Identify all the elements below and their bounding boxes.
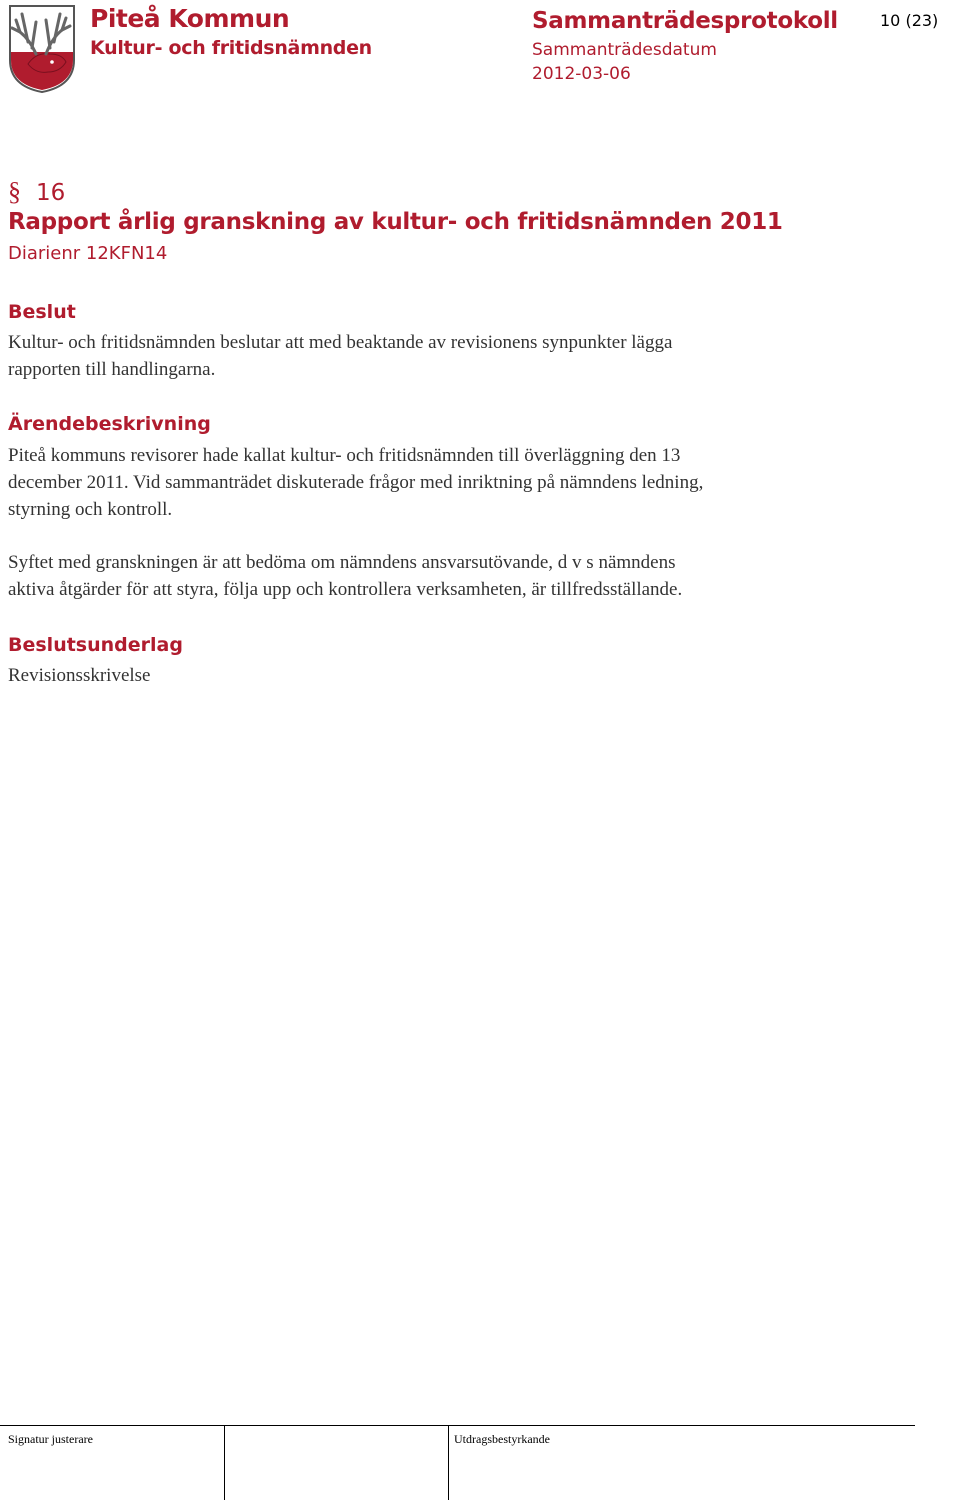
syfte-line: aktiva åtgärder för att styra, följa upp och kontrollera verksamheten, är tillfredsställande. bbox=[8, 579, 683, 600]
section-number: 16 bbox=[36, 180, 66, 206]
footer-divider bbox=[0, 1425, 915, 1426]
arende-line: styrning och kontroll. bbox=[8, 499, 173, 520]
committee-name: Kultur- och fritidsnämnden bbox=[90, 37, 372, 59]
org-name: Piteå Kommun bbox=[90, 4, 290, 33]
arende-paragraph bbox=[8, 442, 908, 523]
utdragsbestyrkande-label: Utdragsbestyrkande bbox=[454, 1432, 550, 1446]
arende-heading: Ärendebeskrivning bbox=[8, 413, 211, 435]
meeting-date: 2012-03-06 bbox=[532, 64, 631, 84]
section-symbol: § bbox=[8, 177, 21, 206]
signatur-justerare-label: Signatur justerare bbox=[8, 1432, 93, 1446]
underlag-item: Revisionsskrivelse bbox=[8, 665, 151, 686]
beslut-heading: Beslut bbox=[8, 301, 76, 323]
meeting-date-label: Sammanträdesdatum bbox=[532, 40, 717, 60]
underlag-text bbox=[8, 662, 908, 689]
arende-line: december 2011. Vid sammanträdet diskuterade frågor med inriktning på nämndens ledning, bbox=[8, 472, 704, 493]
beslut-text bbox=[8, 329, 908, 383]
underlag-heading: Beslutsunderlag bbox=[8, 634, 183, 656]
beslut-line: Kultur- och fritidsnämnden beslutar att med beaktande av revisionens synpunkter lägga bbox=[8, 332, 673, 353]
syfte-line: Syftet med granskningen är att bedöma om nämndens ansvarsutövande, d v s nämndens bbox=[8, 552, 676, 573]
arende-line: Piteå kommuns revisorer hade kallat kultur- och fritidsnämnden till överläggning den 13 bbox=[8, 445, 681, 466]
section-title: Rapport årlig granskning av kultur- och fritidsnämnden 2011 bbox=[8, 209, 783, 235]
footer-column-divider bbox=[224, 1425, 225, 1500]
document-type: Sammanträdesprotokoll bbox=[532, 8, 838, 34]
footer-column-divider bbox=[448, 1425, 449, 1500]
beslut-line: rapporten till handlingarna. bbox=[8, 359, 216, 380]
reindeer-coat-of-arms-icon bbox=[6, 2, 78, 94]
page-number: 10 (23) bbox=[880, 11, 939, 30]
diarie-number: Diarienr 12KFN14 bbox=[8, 243, 168, 264]
syfte-paragraph bbox=[8, 549, 908, 603]
